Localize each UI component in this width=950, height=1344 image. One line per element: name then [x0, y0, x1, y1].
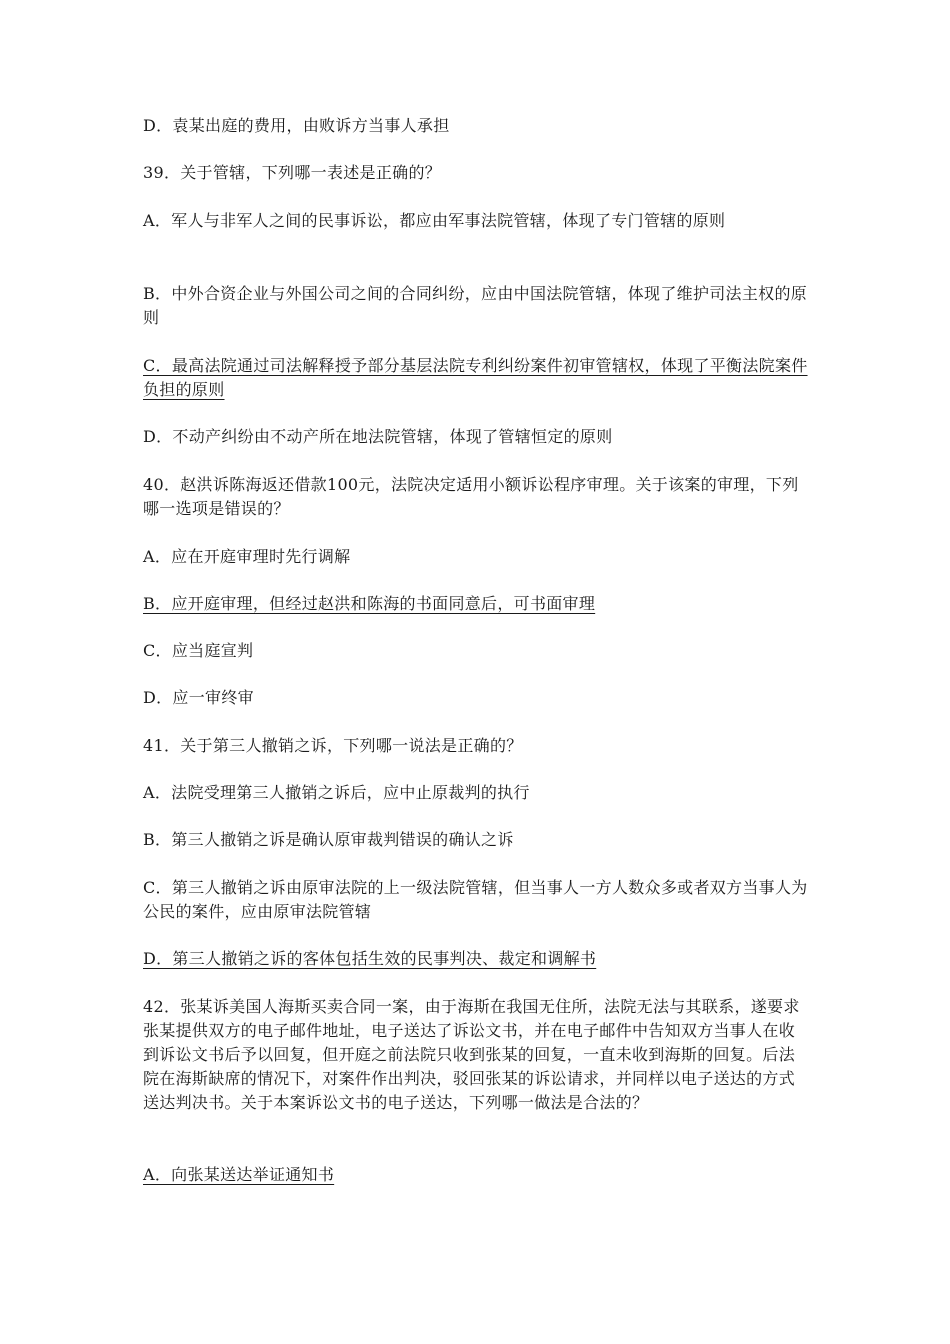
paragraph-text: D．第三人撤销之诉的客体包括生效的民事判决、裁定和调解书 [143, 949, 597, 968]
paragraph-text: 40．赵洪诉陈海返还借款100元，法院决定适用小额诉讼程序审理。关于该案的审理，下列哪一选项是错误的？ [143, 475, 799, 518]
option-a-q40 [143, 545, 810, 569]
paragraph-text: D．应一审终审 [143, 688, 254, 707]
paragraph-text: C．应当庭宣判 [143, 641, 254, 660]
option-c-q41 [143, 876, 810, 924]
paragraph-text: 39．关于管辖，下列哪一表述是正确的？ [143, 163, 442, 182]
option-c-q39-answer [143, 354, 810, 402]
paragraph-text: A．军人与非军人之间的民事诉讼，都应由军事法院管辖，体现了专门管辖的原则 [143, 211, 726, 230]
option-c-q40 [143, 639, 810, 663]
option-a-q39 [143, 209, 810, 233]
paragraph-text: C．第三人撤销之诉由原审法院的上一级法院管辖，但当事人一方人数众多或者双方当事人为公民的案件，应由原审法院管辖 [143, 878, 808, 921]
option-b-q40-answer [143, 592, 810, 616]
option-d-q40 [143, 686, 810, 710]
paragraph-text: A．应在开庭审理时先行调解 [143, 547, 351, 566]
paragraph-text: B．应开庭审理，但经过赵洪和陈海的书面同意后，可书面审理 [143, 594, 596, 613]
paragraph-text: D．不动产纠纷由不动产所在地法院管辖，体现了管辖恒定的原则 [143, 427, 613, 446]
option-d-q39 [143, 425, 810, 449]
option-d-q38 [143, 114, 810, 138]
question-42 [143, 995, 810, 1115]
paragraph-text: A．向张某送达举证通知书 [143, 1165, 335, 1184]
option-d-q41-answer [143, 947, 810, 971]
option-a-q41 [143, 781, 810, 805]
question-41 [143, 734, 810, 758]
paragraph-text: B．第三人撤销之诉是确认原审裁判错误的确认之诉 [143, 830, 514, 849]
paragraph-text: 41．关于第三人撤销之诉，下列哪一说法是正确的？ [143, 736, 523, 755]
option-b-q41 [143, 828, 810, 852]
option-b-q39 [143, 282, 810, 330]
paragraph-text: 42．张某诉美国人海斯买卖合同一案，由于海斯在我国无住所，法院无法与其联系，遂要求张某提供双方的电子邮件地址，电子送达了诉讼文书，并在电子邮件中告知双方当事人在收到诉讼文书后予以回复，但开庭之前法院只收到张某的回复，一直未收到海斯的回复。后法院在海斯缺席的情况下，对案件作出判决，驳回张某的诉讼请求，并同样以电子送达的方式送达判决书。关于本案诉讼文书的电子送达，下列哪一做法是合法的？ [143, 997, 800, 1112]
paragraph-text: D．袁某出庭的费用，由败诉方当事人承担 [143, 116, 450, 135]
question-39 [143, 161, 810, 185]
question-40 [143, 473, 810, 521]
paragraph-text: B．中外合资企业与外国公司之间的合同纠纷，应由中国法院管辖，体现了维护司法主权的原则 [143, 284, 808, 327]
option-a-q42-answer [143, 1163, 810, 1187]
paragraph-text: C．最高法院通过司法解释授予部分基层法院专利纠纷案件初审管辖权，体现了平衡法院案件负担的原则 [143, 356, 808, 399]
paragraph-text: A．法院受理第三人撤销之诉后，应中止原裁判的执行 [143, 783, 530, 802]
